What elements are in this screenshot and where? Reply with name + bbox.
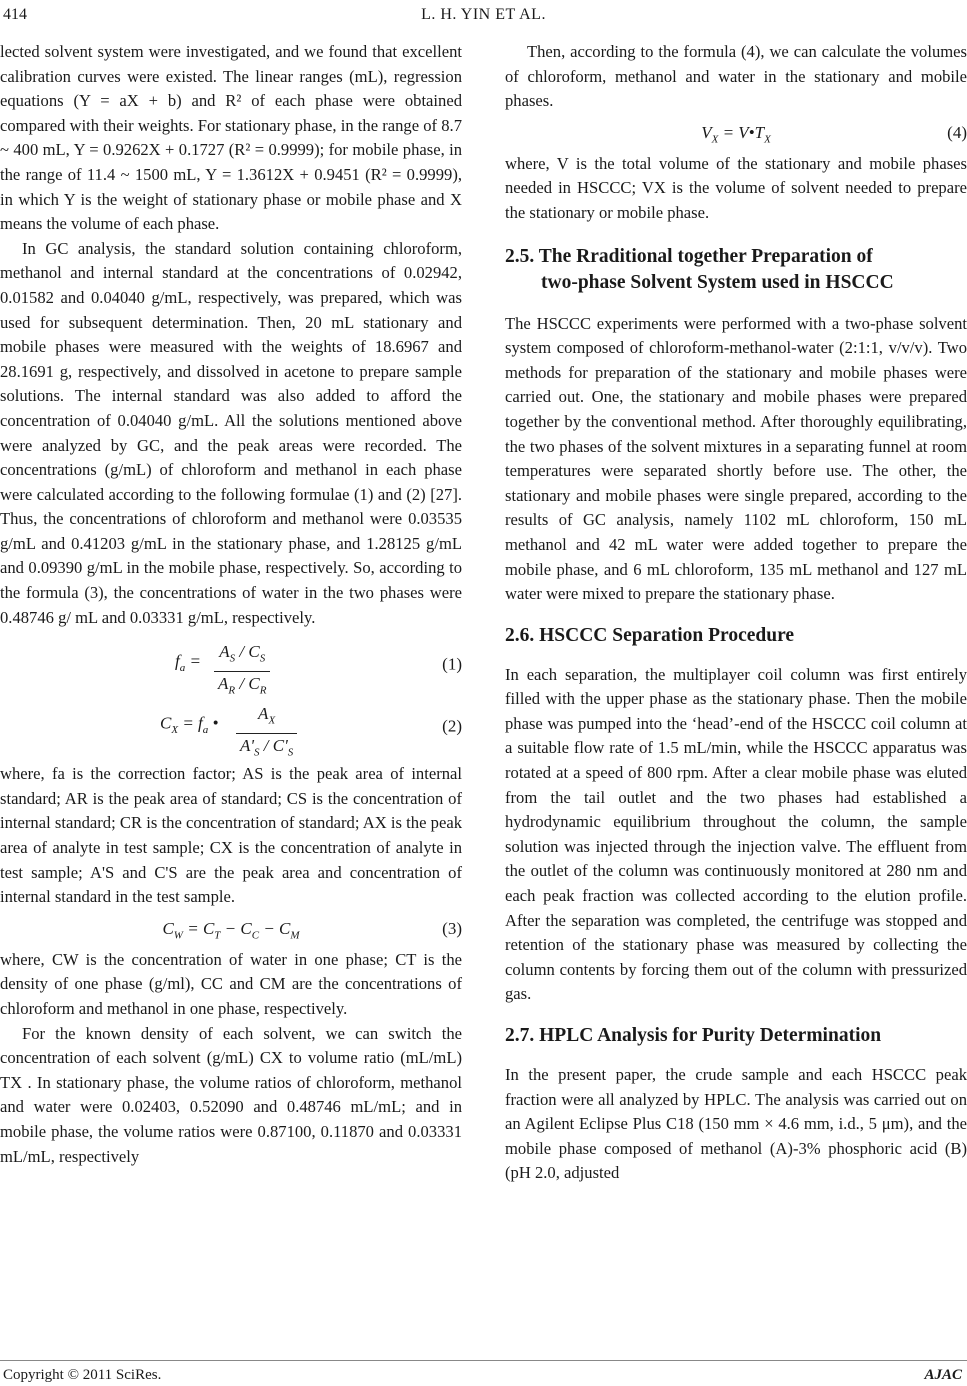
paragraph-gc-analysis: In GC analysis, the standard solution containing chloroform, methanol and internal standard at the concentrations of 0.02942, 0.01582 and 0.04040 g/mL, respectively, was prepared, which was used for subsequent determination. Then, 20 mL stationary and mobile phases were measured with the weights of 18.6967 and 28.1691 g, respectively, and dissolved in acetone to prepare sample solutions. The internal standard was also added to afford the concentration of 0.04040 g/mL. All the solutions mentioned above were analyzed by GC, and the peak areas were recorded. The concentrations (g/mL) of chloroform and methanol in each phase were calculated according to the following formulae (1) and (2) [27]. Thus, the concentrations of chloroform and methanol were 0.03535 g/mL and 0.41203 g/mL in the stationary phase, and 1.28125 g/mL and 0.09390 g/mL in the mobile phase, respectively. So, according to the formula (3), the concentrations of water in the two phases were 0.48746 g/ mL and 0.03331 g/mL, respectively. bbox=[0, 238, 462, 627]
paragraph-where-volume: where, V is the total volume of the stationary and mobile phases needed in HSCCC; VX is the volume of solvent needed to prepare the stationary or mobile phase. bbox=[505, 153, 967, 222]
section-heading-2-6: 2.6. HSCCC Separation Procedure bbox=[505, 624, 795, 646]
paragraph-hsccc-experiments: The HSCCC experiments were performed with a two-phase solvent system composed of chloroform-methanol-water (2:1:1, v/v/v). Two methods for preparation of the stationary and mobile phases were carried out. One, the stationary and mobile phases were prepared together by the conventional method. After thoroughly equilibrating, the two phases of the solvent mixtures in a separating funnel at room temperatures were separated shortly before use. The other, the stationary and mobile phases were single prepared, according to the results of GC analysis, namely 1102 mL chloroform, 150 mL methanol and 42 mL water were added together to prepare the mobile phase, and 6 mL chloroform, 135 mL methanol and 127 mL water were mixed to prepare the stationary phase. bbox=[505, 313, 967, 604]
paragraph-separation-procedure: In each separation, the multiplayer coil column was first entirely filled with the upper phase as the stationary phase. Then the mobile phase was pumped into the ‘head’-end of the HSCCC coil column at a suitable flow rate of 1.5 mL/min, while the HSCCC apparatus was rotated at a speed of 800 rpm. After a clear mobile phase was eluted from the tail outlet and the two phases had established a hydrodynamic equilibrium throughout the column, the sample solution was injected through the injection valve. The effluent from the outlet of the column was continuously monitored at 280 nm and each peak fraction was collected according to the elution profile. After the separation was completed, the centrifuge was stopped and retention of the stationary phase was measured by collecting the column contents by forcing them out of the column with pressurized gas. bbox=[505, 664, 967, 1004]
left-column bbox=[0, 40, 462, 1169]
equation-2-number: (2) bbox=[442, 716, 462, 736]
copyright-text: Copyright © 2011 SciRes. bbox=[3, 1367, 162, 1383]
paragraph-calibration: lected solvent system were investigated, and we found that excellent calibration curves were existed. The linear ranges (mL), regression equations (Y = aX + b) and R² of each phase were obtained compared with their weights. For stationary phase, in the range of 8.7 ~ 400 mL, Y = 0.9262X + 0.1727 (R² = 0.9999); for mobile phase, in the range of 11.4 ~ 1500 mL, Y = 1.3612X + 0.9451 (R² = 0.9999), in which Y is the weight of stationary phase or mobile phase and X means the volume of each phase. bbox=[0, 42, 462, 234]
equation-2: $C_X = f_a$ • $\frac{A_X}{A'_S / C'_S}$ (2) bbox=[160, 704, 462, 759]
journal-abbrev: AJAC bbox=[924, 1367, 962, 1383]
section-heading-2-7: 2.7. HPLC Analysis for Purity Determination bbox=[505, 1025, 882, 1046]
equation-4-number: (4) bbox=[947, 122, 967, 142]
section-heading-2-5: 2.5. The Rraditional together Preparation of two-phase Solvent System used in HSCCC bbox=[505, 245, 894, 293]
paragraph-density: For the known density of each solvent, we can switch the concentration of each solvent (g/mL) CX to volume ratio (mL/mL) TX . In stationary phase, the volume ratios of chloroform, methanol and water were 0.02403, 0.52090 and 0.48746 mL/mL; and in mobile phase, the volume ratios were 0.87100, 0.11870 and 0.03331 mL/mL, respectively bbox=[0, 1023, 462, 1166]
paragraph-where-water: where, CW is the concentration of water in one phase; CT is the density of one phase (g/ml), CC and CM are the concentrations of chloroform and methanol in one phase, respectively. bbox=[0, 949, 462, 1018]
running-authors: L. H. YIN ET AL. bbox=[421, 6, 546, 23]
equation-1: $f_a$ = $\frac{A_S / C_S}{A_R / C_R}$ (1) bbox=[175, 642, 462, 697]
paragraph-hplc-analysis: In the present paper, the crude sample and each HSCCC peak fraction were all analyzed by HPLC. The analysis was carried out on an Agilent Eclipse Plus C18 (150 mm × 4.6 mm, i.d., 5 μm), and the mobile phase composed of methanol (A)-3% phosphoric acid (B) (pH 2.0, adjusted bbox=[505, 1065, 967, 1183]
page-footer bbox=[0, 1360, 967, 1383]
equation-3-number: (3) bbox=[442, 918, 462, 938]
equation-4: $V_X$ = $V•T_X$ (4) bbox=[505, 118, 967, 148]
page-number: 414 bbox=[3, 6, 27, 23]
right-column bbox=[505, 40, 967, 1186]
running-header bbox=[0, 6, 967, 28]
equation-1-number: (1) bbox=[442, 654, 462, 674]
equation-3: $C_W = C_T - C_C - C_M$ (3) bbox=[0, 914, 462, 944]
paragraph-formula-4: Then, according to the formula (4), we can calculate the volumes of chloroform, methanol and water in the stationary and mobile phases. bbox=[505, 42, 967, 111]
paragraph-where-symbols: where, fa is the correction factor; AS is the peak area of internal standard; AR is the peak area of standard; CS is the concentration of internal standard; CR is the concentration of standard; AX is the peak area of analyte in test sample; CX is the concentration of analyte in test sample; A'S and C'S are the peak area and concentration of internal standard in the test sample. bbox=[0, 764, 462, 907]
